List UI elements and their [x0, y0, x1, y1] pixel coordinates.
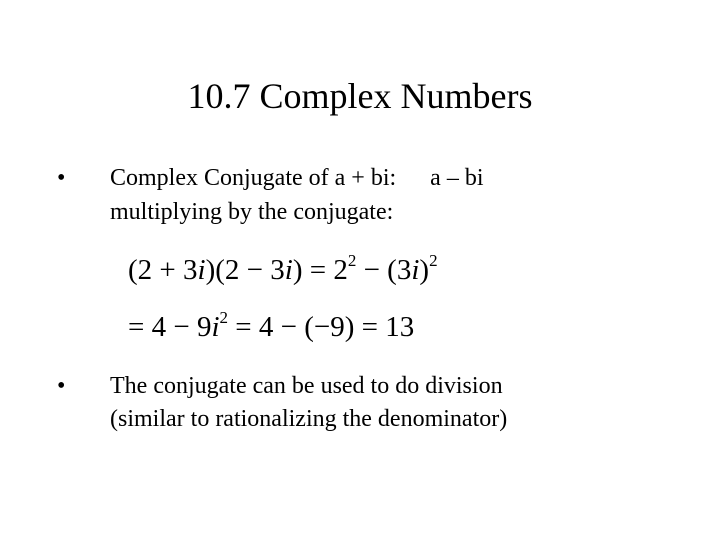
bullet-marker-1: •	[57, 165, 66, 191]
equation-line-1	[128, 250, 438, 294]
eq2-part1: = 4 − 9	[128, 311, 212, 343]
eq1-part5: )	[419, 254, 430, 286]
bullet-marker-2: •	[57, 373, 66, 399]
conjugate-definition-label: Complex Conjugate of a + bi:	[110, 165, 397, 191]
eq1-part4: − (3	[356, 254, 412, 286]
eq1-part1: (2 + 3	[128, 254, 198, 286]
equation-line-2	[128, 307, 414, 351]
eq1-part3: ) = 2	[292, 254, 348, 286]
slide-title: 10.7 Complex Numbers	[187, 76, 533, 116]
eq1-exp2: 2	[429, 251, 438, 270]
eq1-exp1: 2	[347, 251, 357, 270]
bullet-1-line-2: multiplying by the conjugate:	[110, 199, 394, 225]
bullet-2-line-2: (similar to rationalizing the denominator)	[110, 406, 508, 432]
eq1-part2: )(2 − 3	[205, 254, 285, 286]
eq2-i: i	[211, 311, 220, 343]
eq2-exp: 2	[219, 308, 229, 327]
eq1-i2: i	[284, 254, 293, 286]
eq1-i3: i	[411, 254, 420, 286]
eq1-i1: i	[197, 254, 206, 286]
bullet-1-line-1	[110, 162, 484, 194]
eq2-part2: = 4 − (−9) = 13	[228, 311, 415, 343]
bullet-2-line-1: The conjugate can be used to do division	[110, 373, 503, 399]
conjugate-definition-value: a – bi	[430, 165, 484, 191]
